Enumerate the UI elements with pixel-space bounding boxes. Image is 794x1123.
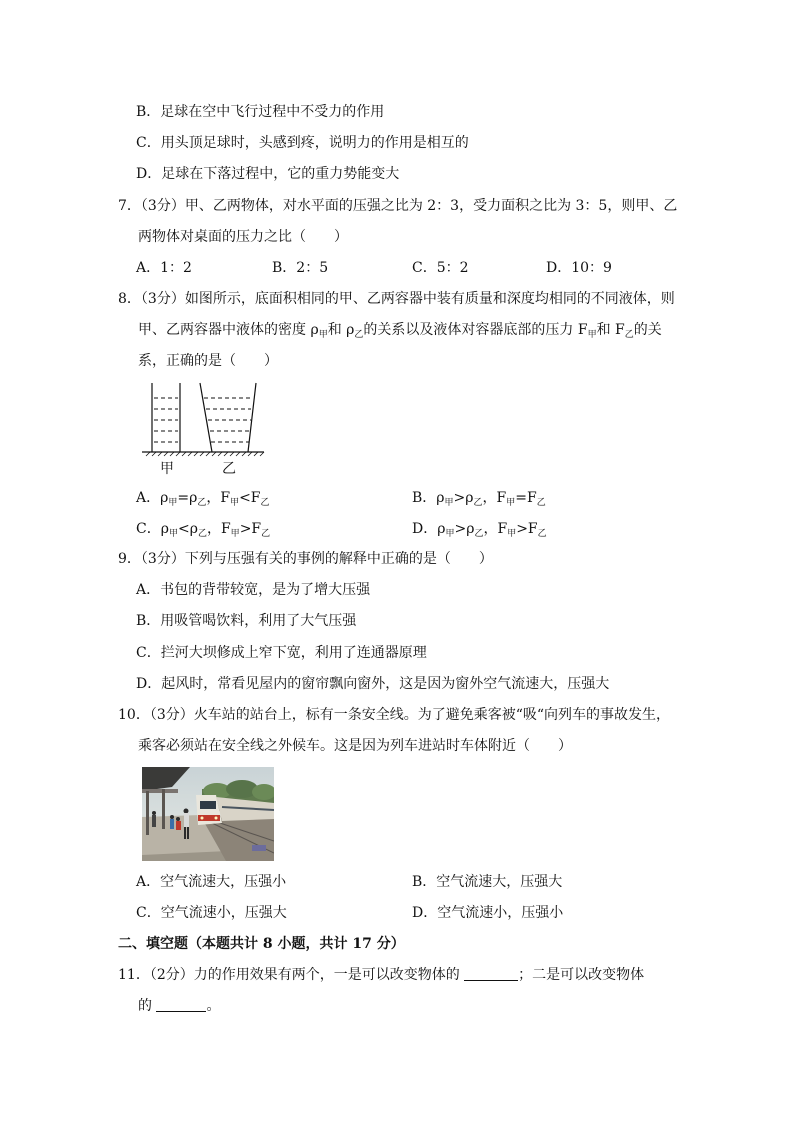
q11-blank-2[interactable] [156,997,206,1012]
q8-option-c: C．$\rho_甲<\rho_乙$，$F_甲>F_乙$ [136,521,271,539]
q9-option-b: B．用吸管喝饮料，利用了大气压强 [136,613,357,629]
q9-option-d: D．起风时，常看见屋内的窗帘飘向窗外，这是因为窗外空气流速大，压强大 [136,676,610,692]
q7-option-b: B．2：5 [272,260,329,276]
q8-option-a: A．$\rho_甲=\rho_乙$，$F_甲<F_乙$ [136,490,270,508]
q9-option-c: C．拦河大坝修成上窄下宽，利用了连通器原理 [136,645,427,661]
q8-option-d: D．$\rho_甲>\rho_乙$，$F_甲>F_乙$ [412,521,547,539]
q7-option-c: C．5：2 [412,260,469,276]
q6-option-d: D．足球在下落过程中，它的重力势能变大 [136,166,400,182]
q10-option-c: C．空气流速小，压强大 [136,905,287,921]
q8-stem-line1: 8．（3分）如图所示，底面积相同的甲、乙两容器中装有质量和深度均相同的不同液体，则 [118,291,675,307]
liquid-jia [154,398,178,442]
ground-hatch [146,452,264,456]
q7-stem-line2: 两物体对桌面的压力之比（ ） [138,229,348,245]
q10-option-d: D．空气流速小，压强小 [412,905,564,921]
q11-blank-1[interactable] [464,966,518,981]
q10-option-a: A．空气流速大，压强小 [136,874,287,890]
liquid-yi [204,398,252,442]
q10-stem-line2: 乘客必须站在安全线之外候车。这是因为列车进站时车体附近（ ） [138,738,572,754]
containers-diagram [140,378,268,478]
q7-option-d: D．10：9 [546,260,612,276]
q11-stem-line2: 的 。 [138,998,221,1014]
q10-stem-line1: 10．（3分）火车站的站台上，标有一条安全线。为了避免乘客被“吸“向列车的事故发生， [118,707,671,723]
label-yi: 乙 [222,461,236,477]
q6-option-c: C．用头顶足球时，头感到疼，说明力的作用是相互的 [136,135,469,151]
q7-stem-line1: 7．（3分）甲、乙两物体，对水平面的压强之比为 2：3，受力面积之比为 3：5，则甲、乙 [118,198,678,214]
q8-stem-line2: 甲、乙两容器中液体的密度 $\rho_甲$和 $\rho_乙$的关系以及液体对容器底部的压力 $F_甲$和 $F_乙$的关 [138,322,662,340]
section-2-heading: 二、填空题（本题共计 8 小题，共计 17 分） [118,936,405,952]
label-jia: 甲 [160,461,174,477]
q9-option-a: A．书包的背带较宽，是为了增大压强 [136,582,371,598]
q8-option-b: B．$\rho_甲>\rho_乙$，$F_甲=F_乙$ [412,490,546,508]
q8-stem-line3: 系，正确的是（ ） [138,353,278,369]
q11-stem-line1: 11．（2分）力的作用效果有两个，一是可以改变物体的 ；二是可以改变物体 [118,967,645,983]
train-station-photo [142,767,274,861]
q7-option-a: A．1：2 [136,260,192,276]
q10-option-b: B．空气流速大，压强大 [412,874,563,890]
q6-option-b: B．足球在空中飞行过程中不受力的作用 [136,104,385,120]
q9-stem: 9．（3分）下列与压强有关的事例的解释中正确的是（ ） [118,551,493,567]
